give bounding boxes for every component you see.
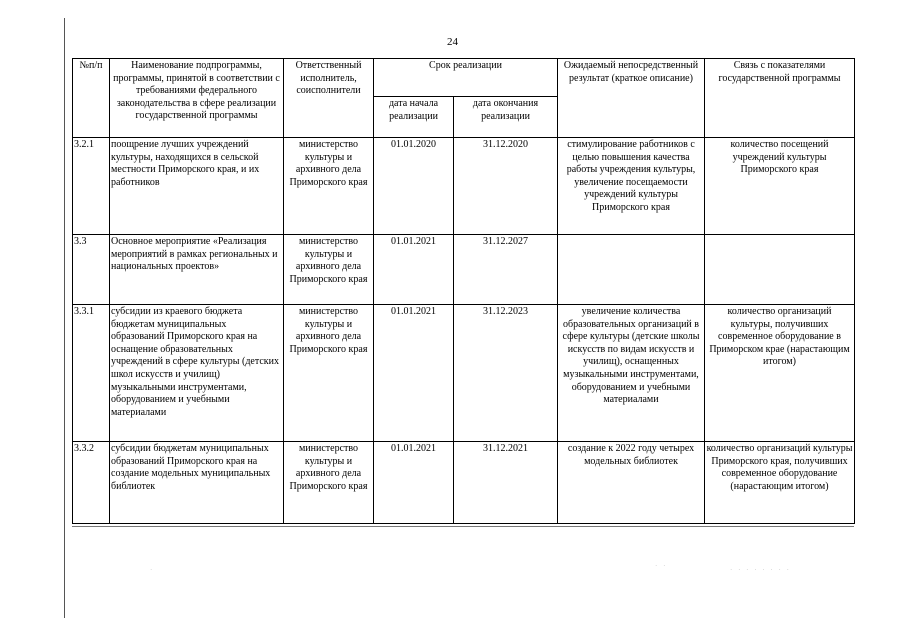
row-start: 01.01.2020 [374,138,454,235]
header-responsible: Ответственный исполнитель, соисполнители [284,59,374,138]
row-link: количество посещений учреждений культуры Приморского края [705,138,855,235]
row-link [705,235,855,305]
table-row [73,138,855,235]
table-row [73,305,855,442]
header-start: дата начала реализации [374,97,454,138]
left-margin-line [64,18,65,618]
row-link: количество организаций культуры Приморского края, получивших современное оборудование (нарастающим итогом) [705,442,855,524]
row-end: 31.12.2021 [454,442,558,524]
header-period: Срок реализации [374,59,558,97]
row-name: субсидии из краевого бюджета бюджетам муниципальных образований Приморского края на оснащение образовательных учреждений в сфере культуры (детских школ искусств и училищ) музыкальными инструментами, оборудованием и учебными материалами [110,305,284,442]
row-name: поощрение лучших учреждений культуры, находящихся в сельской местности Приморского края, и их работников [110,138,284,235]
program-table [72,58,855,524]
scan-noise: · · · · · · · · [730,566,791,574]
header-name: Наименование подпрограммы, программы, принятой в соответствии с требованиями федерального законодательства в сфере реализации государственной программы [110,59,284,138]
row-start: 01.01.2021 [374,235,454,305]
header-end: дата окончания реализации [454,97,558,138]
row-num: 3.3 [73,235,110,305]
row-start: 01.01.2021 [374,305,454,442]
scan-noise: · · [655,562,668,570]
row-num: 3.2.1 [73,138,110,235]
row-end: 31.12.2020 [454,138,558,235]
header-num: №п/п [73,59,110,138]
row-name: Основное мероприятие «Реализация мероприятий в рамках региональных и национальных проектов» [110,235,284,305]
row-result: увеличение количества образовательных организаций в сфере культуры (детские школы искусств по видам искусств и училищ), оснащенных музыкальными инструментами, оборудованием и учебными материалами [558,305,705,442]
row-link: количество организаций культуры, получивших современное оборудование в Приморском крае (нарастающим итогом) [705,305,855,442]
row-responsible: министерство культуры и архивного дела Приморского края [284,235,374,305]
row-result [558,235,705,305]
row-end: 31.12.2023 [454,305,558,442]
scan-noise: · [150,566,155,574]
header-result: Ожидаемый непосредственный результат (краткое описание) [558,59,705,138]
row-result: стимулирование работников с целью повышения качества работы учреждения культуры, увеличение посещаемости учреждений культуры Приморского края [558,138,705,235]
row-end: 31.12.2027 [454,235,558,305]
header-row-top [73,59,855,97]
page-number: 24 [447,36,458,48]
bottom-rule [72,526,854,527]
row-result: создание к 2022 году четырех модельных библиотек [558,442,705,524]
row-start: 01.01.2021 [374,442,454,524]
row-responsible: министерство культуры и архивного дела Приморского края [284,442,374,524]
header-link: Связь с показателями государственной программы [705,59,855,138]
row-responsible: министерство культуры и архивного дела Приморского края [284,305,374,442]
row-responsible: министерство культуры и архивного дела Приморского края [284,138,374,235]
row-name: субсидии бюджетам муниципальных образований Приморского края на создание модельных муниципальных библиотек [110,442,284,524]
table-row [73,235,855,305]
row-num: 3.3.2 [73,442,110,524]
table-row [73,442,855,524]
row-num: 3.3.1 [73,305,110,442]
